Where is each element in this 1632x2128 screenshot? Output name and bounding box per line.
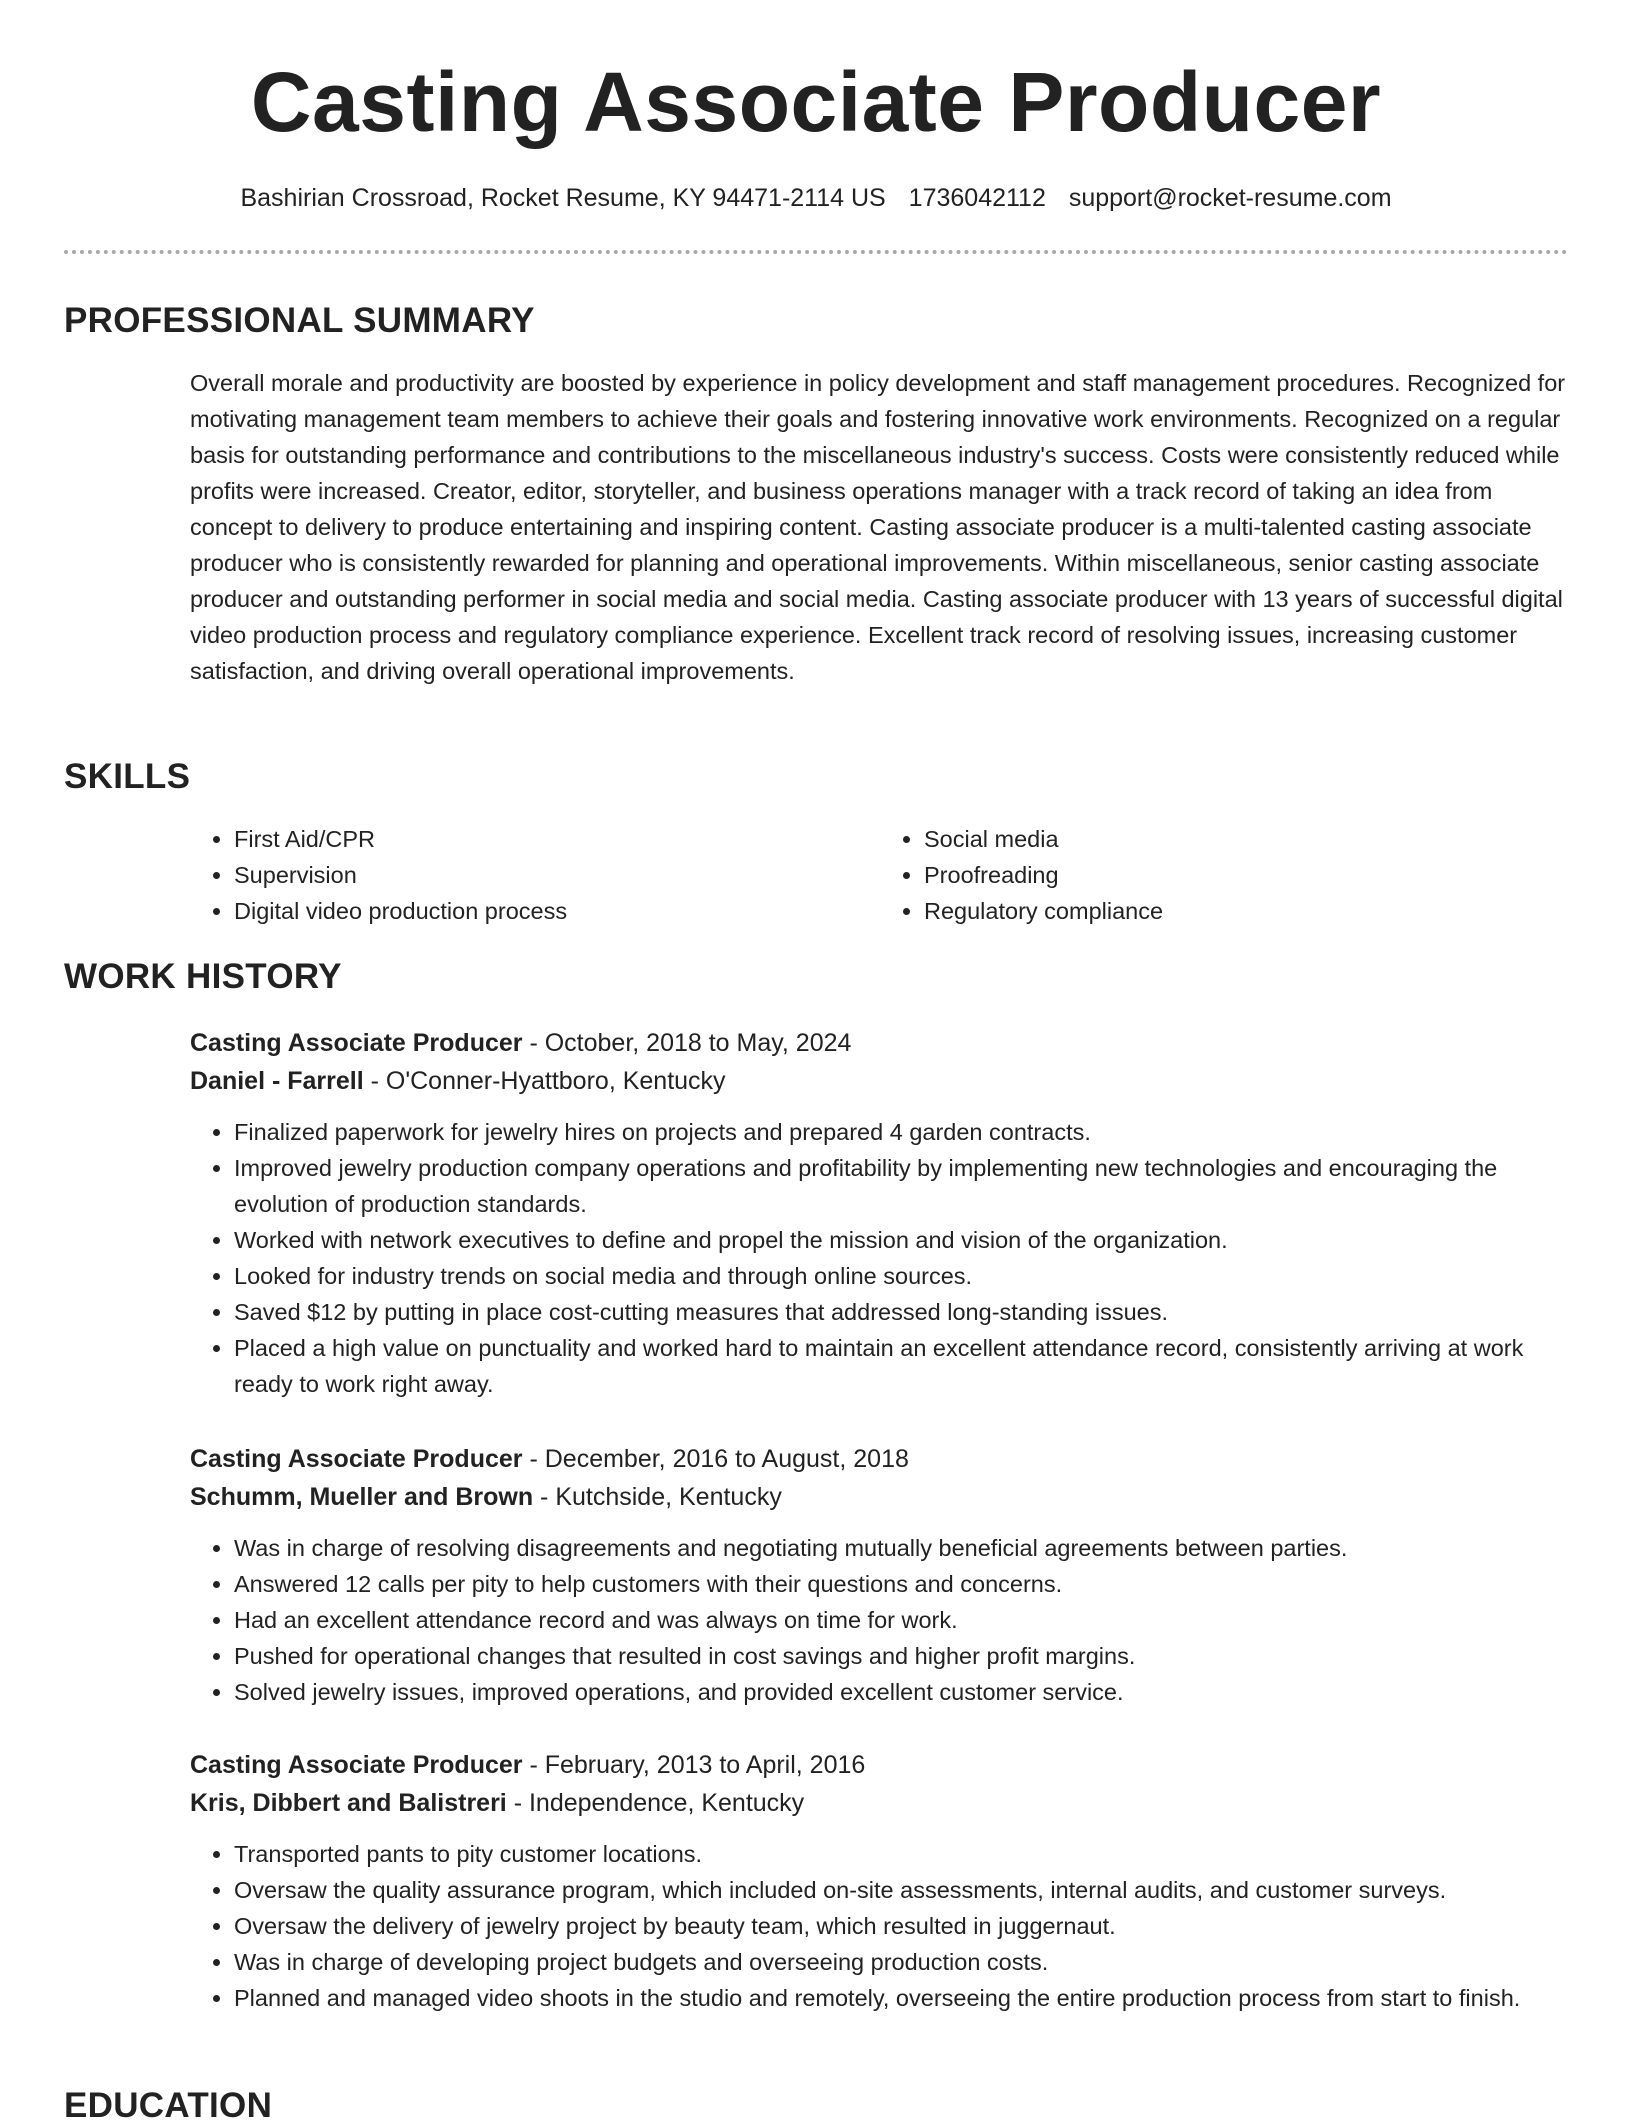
job-dates: - February, 2013 to April, 2016	[522, 1751, 866, 1779]
job-bullets	[190, 1836, 1570, 2016]
job-location: - O'Conner-Hyattboro, Kentucky	[363, 1067, 726, 1095]
job-company-line	[190, 1784, 1570, 1822]
skill-item: • Digital video production process	[234, 893, 880, 929]
job-dates: - October, 2018 to May, 2024	[522, 1029, 852, 1057]
job-bullet: • Transported pants to pity customer locations.	[234, 1836, 1570, 1872]
skill-item: • First Aid/CPR	[234, 821, 880, 857]
section-title-education: EDUCATION	[64, 2086, 273, 2125]
job-bullets	[190, 1530, 1570, 1710]
job-dates: - December, 2016 to August, 2018	[522, 1445, 909, 1473]
job-company-line	[190, 1062, 1570, 1100]
job-title-line	[190, 1024, 1570, 1062]
job-bullet: • Oversaw the delivery of jewelry project by beauty team, which resulted in juggernaut.	[234, 1908, 1570, 1944]
job-bullet: • Pushed for operational changes that resulted in cost savings and higher profit margins.	[234, 1638, 1570, 1674]
skill-item: • Proofreading	[924, 857, 1570, 893]
skills-list	[190, 821, 1570, 929]
job-title: Casting Associate Producer	[190, 1445, 523, 1473]
skills-column-right	[880, 821, 1570, 929]
job-company-line	[190, 1478, 1570, 1516]
resume-name-heading: Casting Associate Producer	[250, 55, 1382, 149]
job-bullets	[190, 1114, 1570, 1402]
job-bullet: • Planned and managed video shoots in the studio and remotely, overseeing the entire production process from start to finish.	[234, 1980, 1570, 2016]
job-title-line	[190, 1746, 1570, 1784]
contact-line	[0, 180, 1632, 216]
job-bullet: • Saved $12 by putting in place cost-cutting measures that addressed long-standing issues.	[234, 1294, 1570, 1330]
job-title: Casting Associate Producer	[190, 1751, 523, 1779]
summary-text: Overall morale and productivity are boosted by experience in policy development and staff management procedures. Recognized for motivating management team members to achieve their goals and fostering innovative work environments. Recognized on a regular basis for outstanding performance and contributions to the miscellaneous industry's success. Costs were consistently reduced while profits were increased. Creator, editor, storyteller, and business operations manager with a track record of taking an idea from concept to delivery to produce entertaining and inspiring content. Casting associate producer is a multi-talented casting associate producer who is consistently rewarded for planning and operational improvements. Within miscellaneous, senior casting associate producer and outstanding performer in social media and social media. Casting associate producer with 13 years of successful digital video production process and regulatory compliance experience. Excellent track record of resolving issues, increasing customer satisfaction, and driving overall operational improvements.	[190, 370, 1566, 684]
job-company: Kris, Dibbert and Balistreri	[190, 1789, 507, 1817]
job-bullet: • Answered 12 calls per pity to help customers with their questions and concerns.	[234, 1566, 1570, 1602]
skills-column-left	[190, 821, 880, 929]
section-title-work-history: WORK HISTORY	[64, 957, 342, 996]
job-bullet: • Oversaw the quality assurance program, which included on-site assessments, internal audits, and customer surveys.	[234, 1872, 1570, 1908]
job-company: Daniel - Farrell	[190, 1067, 364, 1095]
skill-item: • Supervision	[234, 857, 880, 893]
job-entry	[190, 1024, 1570, 1402]
skill-item: • Regulatory compliance	[924, 893, 1570, 929]
contact-email: support@rocket-resume.com	[1068, 184, 1392, 212]
section-title-summary: PROFESSIONAL SUMMARY	[64, 301, 535, 340]
contact-address: Bashirian Crossroad, Rocket Resume, KY 94471-2114 US	[240, 184, 886, 212]
job-bullet: • Was in charge of resolving disagreements and negotiating mutually beneficial agreements between parties.	[234, 1530, 1570, 1566]
job-company: Schumm, Mueller and Brown	[190, 1483, 534, 1511]
job-bullet: • Had an excellent attendance record and was always on time for work.	[234, 1602, 1570, 1638]
job-entry	[190, 1746, 1570, 2016]
job-location: - Independence, Kentucky	[506, 1789, 805, 1817]
job-bullet: • Worked with network executives to define and propel the mission and vision of the organization.	[234, 1222, 1570, 1258]
job-bullet: • Finalized paperwork for jewelry hires on projects and prepared 4 garden contracts.	[234, 1114, 1570, 1150]
contact-phone: 1736042112	[908, 184, 1046, 212]
job-bullet: • Looked for industry trends on social media and through online sources.	[234, 1258, 1570, 1294]
skill-item: • Social media	[924, 821, 1570, 857]
job-bullet: • Improved jewelry production company operations and profitability by implementing new technologies and encouraging the evolution of production standards.	[234, 1150, 1570, 1222]
job-location: - Kutchside, Kentucky	[533, 1483, 782, 1511]
job-bullet: • Was in charge of developing project budgets and overseeing production costs.	[234, 1944, 1570, 1980]
job-title: Casting Associate Producer	[190, 1029, 523, 1057]
header-divider	[64, 250, 1568, 254]
job-bullet: • Solved jewelry issues, improved operations, and provided excellent customer service.	[234, 1674, 1570, 1710]
job-bullet: • Placed a high value on punctuality and worked hard to maintain an excellent attendance record, consistently arriving at work ready to work right away.	[234, 1330, 1570, 1402]
section-title-skills: SKILLS	[64, 757, 191, 796]
job-entry	[190, 1440, 1570, 1710]
job-title-line	[190, 1440, 1570, 1478]
